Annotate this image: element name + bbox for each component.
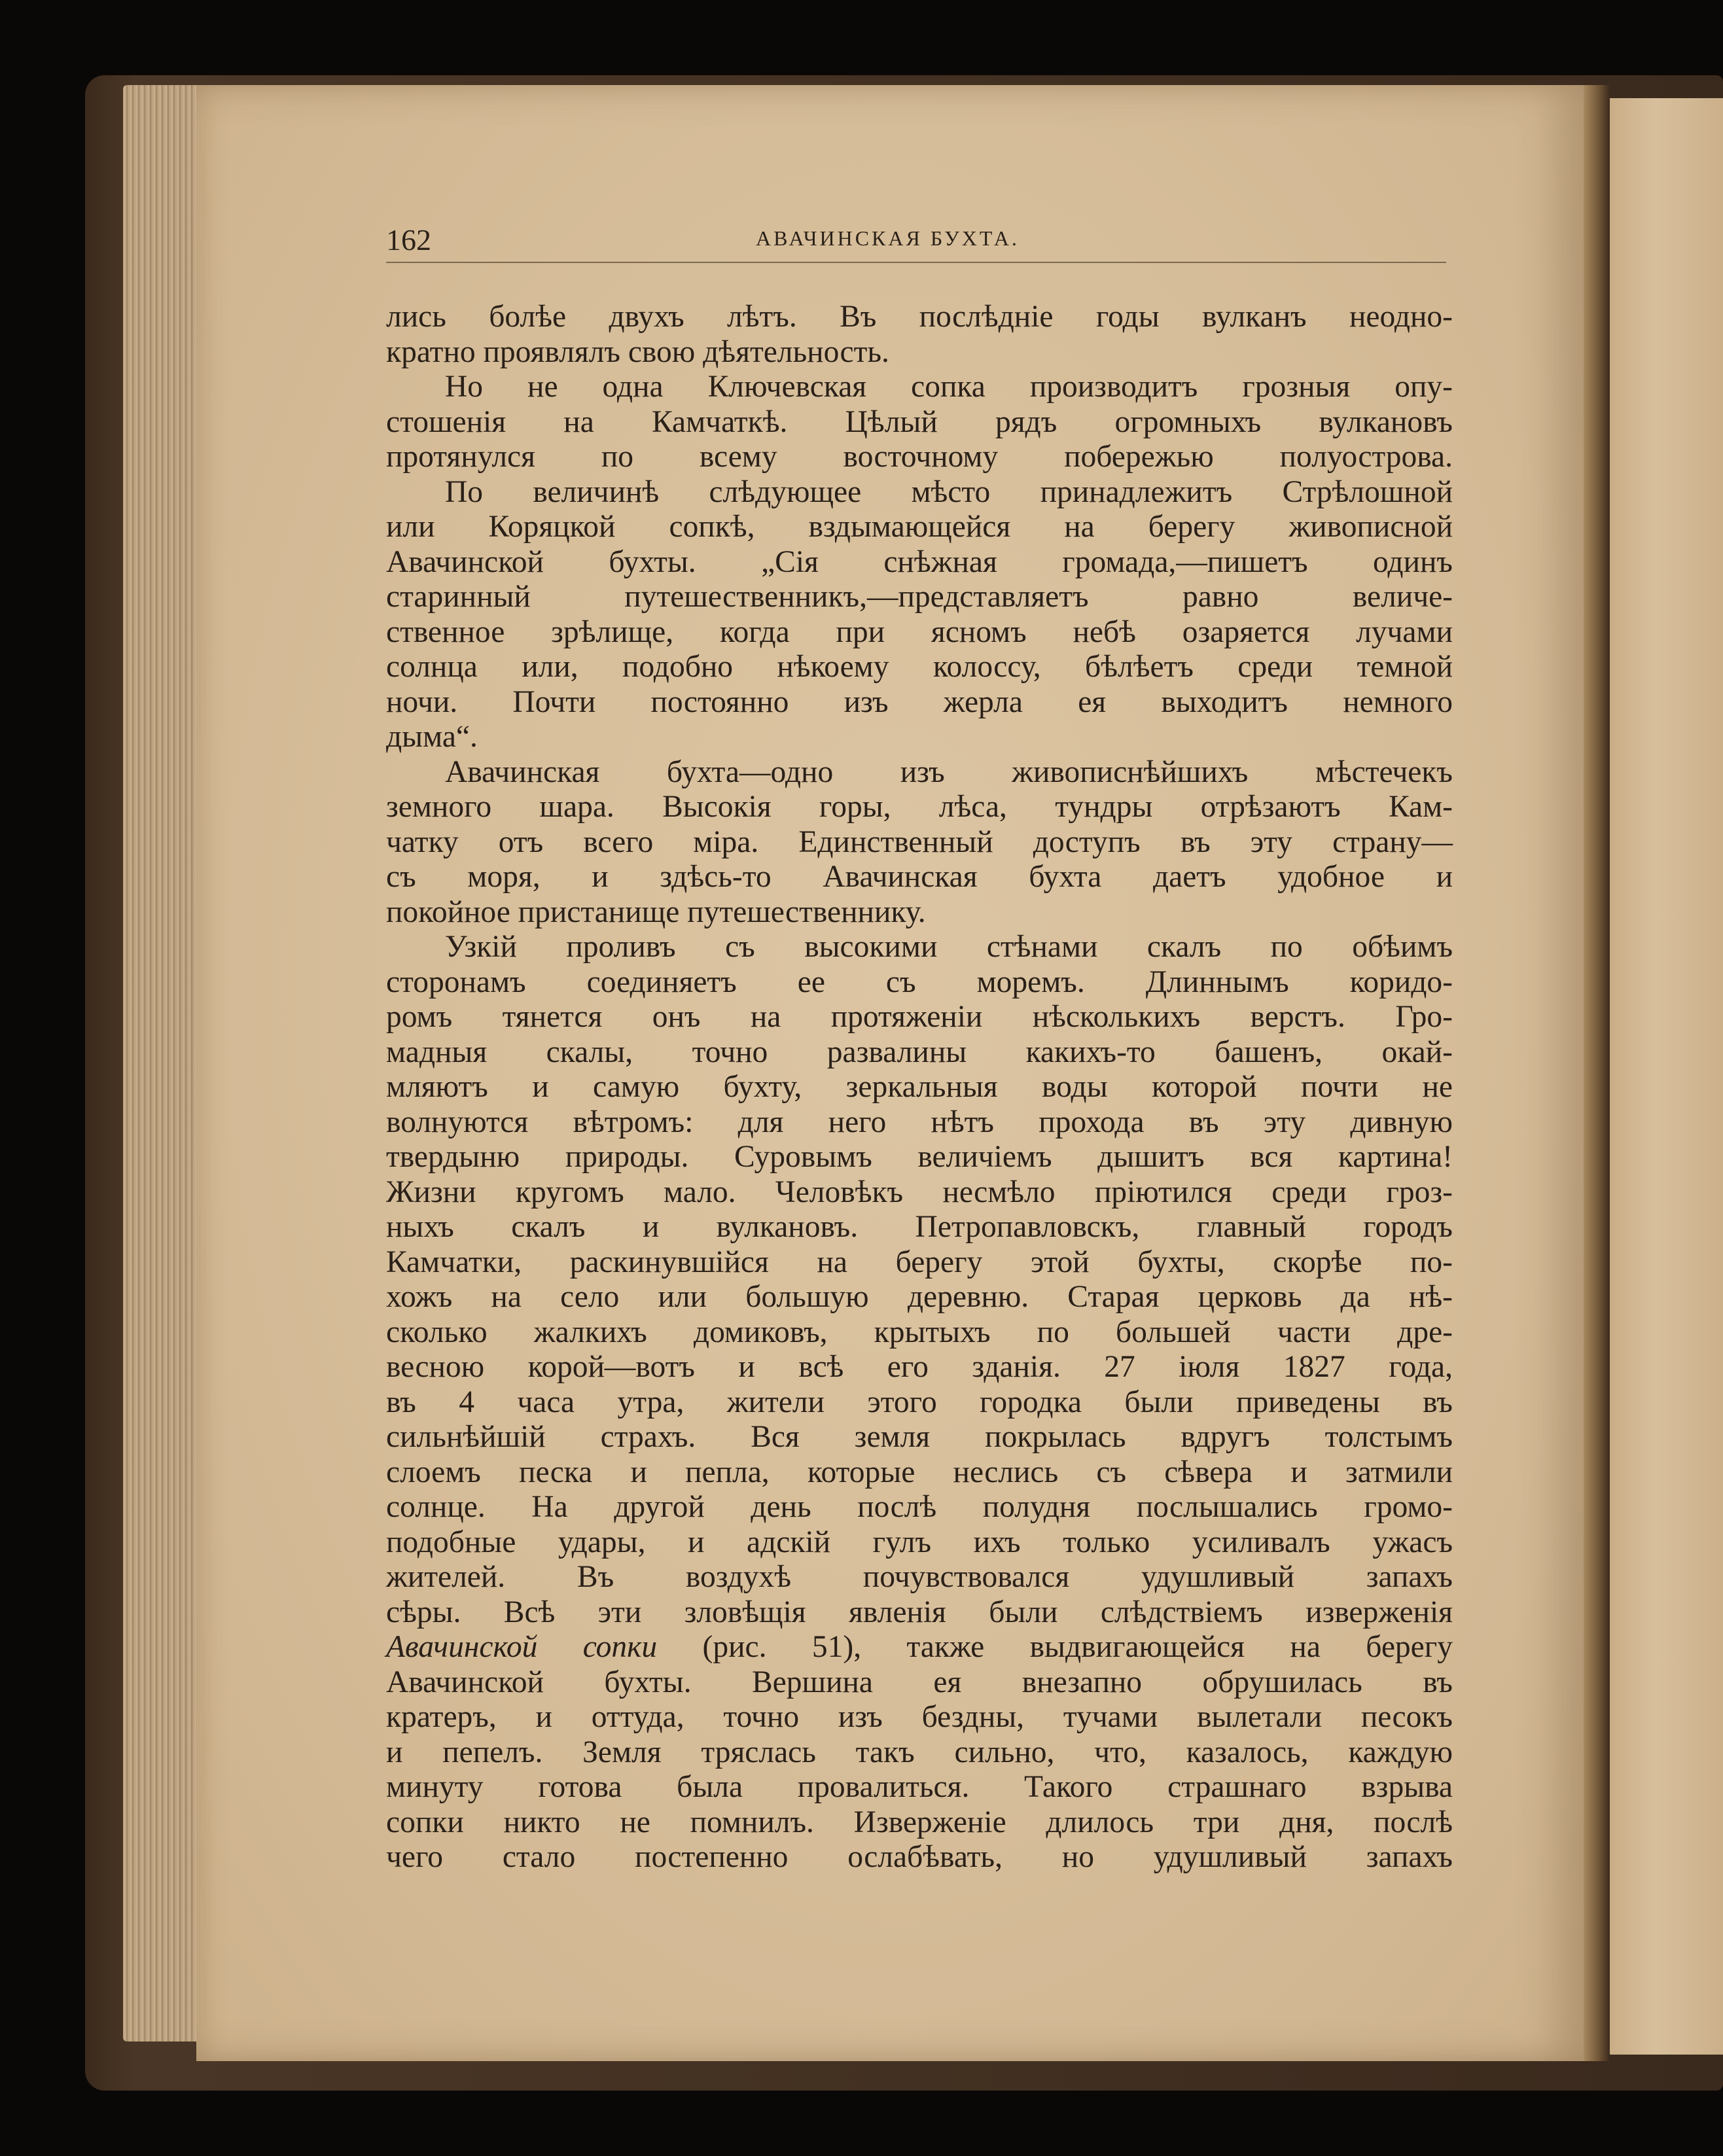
text-line: сопки никто не помнилъ. Изверженіе длилось три дня, послѣ xyxy=(386,1805,1453,1839)
text-line: въ 4 часа утра, жители этого городка были приведены въ xyxy=(386,1385,1453,1419)
text-line: сильнѣйшій страхъ. Вся земля покрылась вдругъ толстымъ xyxy=(386,1420,1453,1454)
text-line: жителей. Въ воздухѣ почувствовался удушливый запахъ xyxy=(386,1560,1453,1594)
text-line: Камчатки, раскинувшійся на берегу этой бухты, скорѣе по- xyxy=(386,1245,1453,1279)
book-gutter xyxy=(1584,85,1610,2061)
text-line: Авачинской бухты. „Сія снѣжная громада,—пишетъ одинъ xyxy=(386,544,1453,579)
text-line: ночи. Почти постоянно изъ жерла ея выходитъ немного xyxy=(386,684,1453,719)
page-header xyxy=(386,222,1446,262)
text-line: мадныя скалы, точно развалины какихъ-то башенъ, окай- xyxy=(386,1034,1453,1069)
text-line: твердыню природы. Суровымъ величіемъ дышитъ вся картина! xyxy=(386,1140,1453,1174)
text-line: Авачинская бухта—одно изъ живописнѣйшихъ мѣстечекъ xyxy=(445,754,1453,789)
text-line: Жизни кругомъ мало. Человѣкъ несмѣло пріютился среди гроз- xyxy=(386,1175,1453,1209)
text-line-rest: (рис. 51), также выдвигающейся на берегу xyxy=(657,1630,1453,1664)
text-line: минуту готова была провалиться. Такого страшнаго взрыва xyxy=(386,1770,1453,1804)
header-rule xyxy=(386,262,1446,263)
text-line: По величинѣ слѣдующее мѣсто принадлежитъ Стрѣлошной xyxy=(445,474,1453,509)
body-text xyxy=(386,300,1453,1935)
text-line: хожъ на село или большую деревню. Старая церковь да нѣ- xyxy=(386,1280,1453,1314)
text-line xyxy=(386,1630,1453,1665)
text-line: чатку отъ всего міра. Единственный доступъ въ эту страну— xyxy=(386,824,1453,859)
text-line: весною корой—вотъ и всѣ его зданія. 27 іюля 1827 года, xyxy=(386,1350,1453,1384)
text-line: ственное зрѣлище, когда при ясномъ небѣ озаряется лучами xyxy=(386,614,1453,649)
page-number: 162 xyxy=(386,223,431,256)
text-line: Узкій проливъ съ высокими стѣнами скалъ по обѣимъ xyxy=(445,930,1453,964)
italic-term: Авачинской сопки xyxy=(386,1630,658,1664)
text-line: ромъ тянется онъ на протяженіи нѣсколькихъ верстъ. Гро- xyxy=(386,1000,1453,1034)
text-line: ныхъ скалъ и вулкановъ. Петропавловскъ, главный городъ xyxy=(386,1210,1453,1244)
text-line: слоемъ песка и пепла, которые неслись съ сѣвера и затмили xyxy=(386,1455,1453,1489)
text-line: лись болѣе двухъ лѣтъ. Въ послѣдніе годы вулканъ неодно- xyxy=(386,300,1453,334)
text-line: чего стало постепенно ослабѣвать, но удушливый запахъ xyxy=(386,1840,1453,1874)
text-line: мляютъ и самую бухту, зеркальныя воды которой почти не xyxy=(386,1070,1453,1104)
text-line: съ моря, и здѣсь-то Авачинская бухта даетъ удобное и xyxy=(386,860,1453,894)
text-line: протянулся по всему восточному побережью полуострова. xyxy=(386,440,1453,474)
text-line: волнуются вѣтромъ: для него нѣтъ прохода въ эту дивную xyxy=(386,1105,1453,1139)
text-line: подобные удары, и адскій гулъ ихъ только усиливалъ ужасъ xyxy=(386,1525,1453,1559)
text-line: сколько жалкихъ домиковъ, крытыхъ по большей части дре- xyxy=(386,1315,1453,1349)
running-head: АВАЧИНСКАЯ БУХТА. xyxy=(756,226,1020,250)
text-line: покойное пристанище путешественнику. xyxy=(386,894,926,929)
text-line: и пепелъ. Земля тряслась такъ сильно, что, казалось, каждую xyxy=(386,1735,1453,1769)
text-line: старинный путешественникъ,—представляетъ равно величе- xyxy=(386,580,1453,614)
text-line: стошенія на Камчаткѣ. Цѣлый рядъ огромныхъ вулкановъ xyxy=(386,404,1453,439)
text-line: кратно проявлялъ свою дѣятельность. xyxy=(386,334,889,369)
text-line: земного шара. Высокія горы, лѣса, тундры отрѣзаютъ Кам- xyxy=(386,790,1453,824)
page-edges xyxy=(123,85,202,2041)
text-line: солнце. На другой день послѣ полудня послышались громо- xyxy=(386,1490,1453,1524)
text-line: или Коряцкой сопкѣ, вздымающейся на берегу живописной xyxy=(386,510,1453,544)
text-line: сторонамъ соединяетъ ее съ моремъ. Длиннымъ коридо- xyxy=(386,964,1453,999)
facing-page-edge xyxy=(1610,98,1723,2055)
text-line: дыма“. xyxy=(386,720,478,754)
text-line: кратеръ, и оттуда, точно изъ бездны, тучами вылетали песокъ xyxy=(386,1700,1453,1734)
text-line: Но не одна Ключевская сопка производитъ грозныя опу- xyxy=(445,370,1453,404)
text-line: солнца или, подобно нѣкоему колоссу, бѣлѣетъ среди темной xyxy=(386,650,1453,684)
text-line: сѣры. Всѣ эти зловѣщія явленія были слѣдствіемъ изверженія xyxy=(386,1595,1453,1629)
text-line: Авачинской бухты. Вершина ея внезапно обрушилась въ xyxy=(386,1665,1453,1699)
